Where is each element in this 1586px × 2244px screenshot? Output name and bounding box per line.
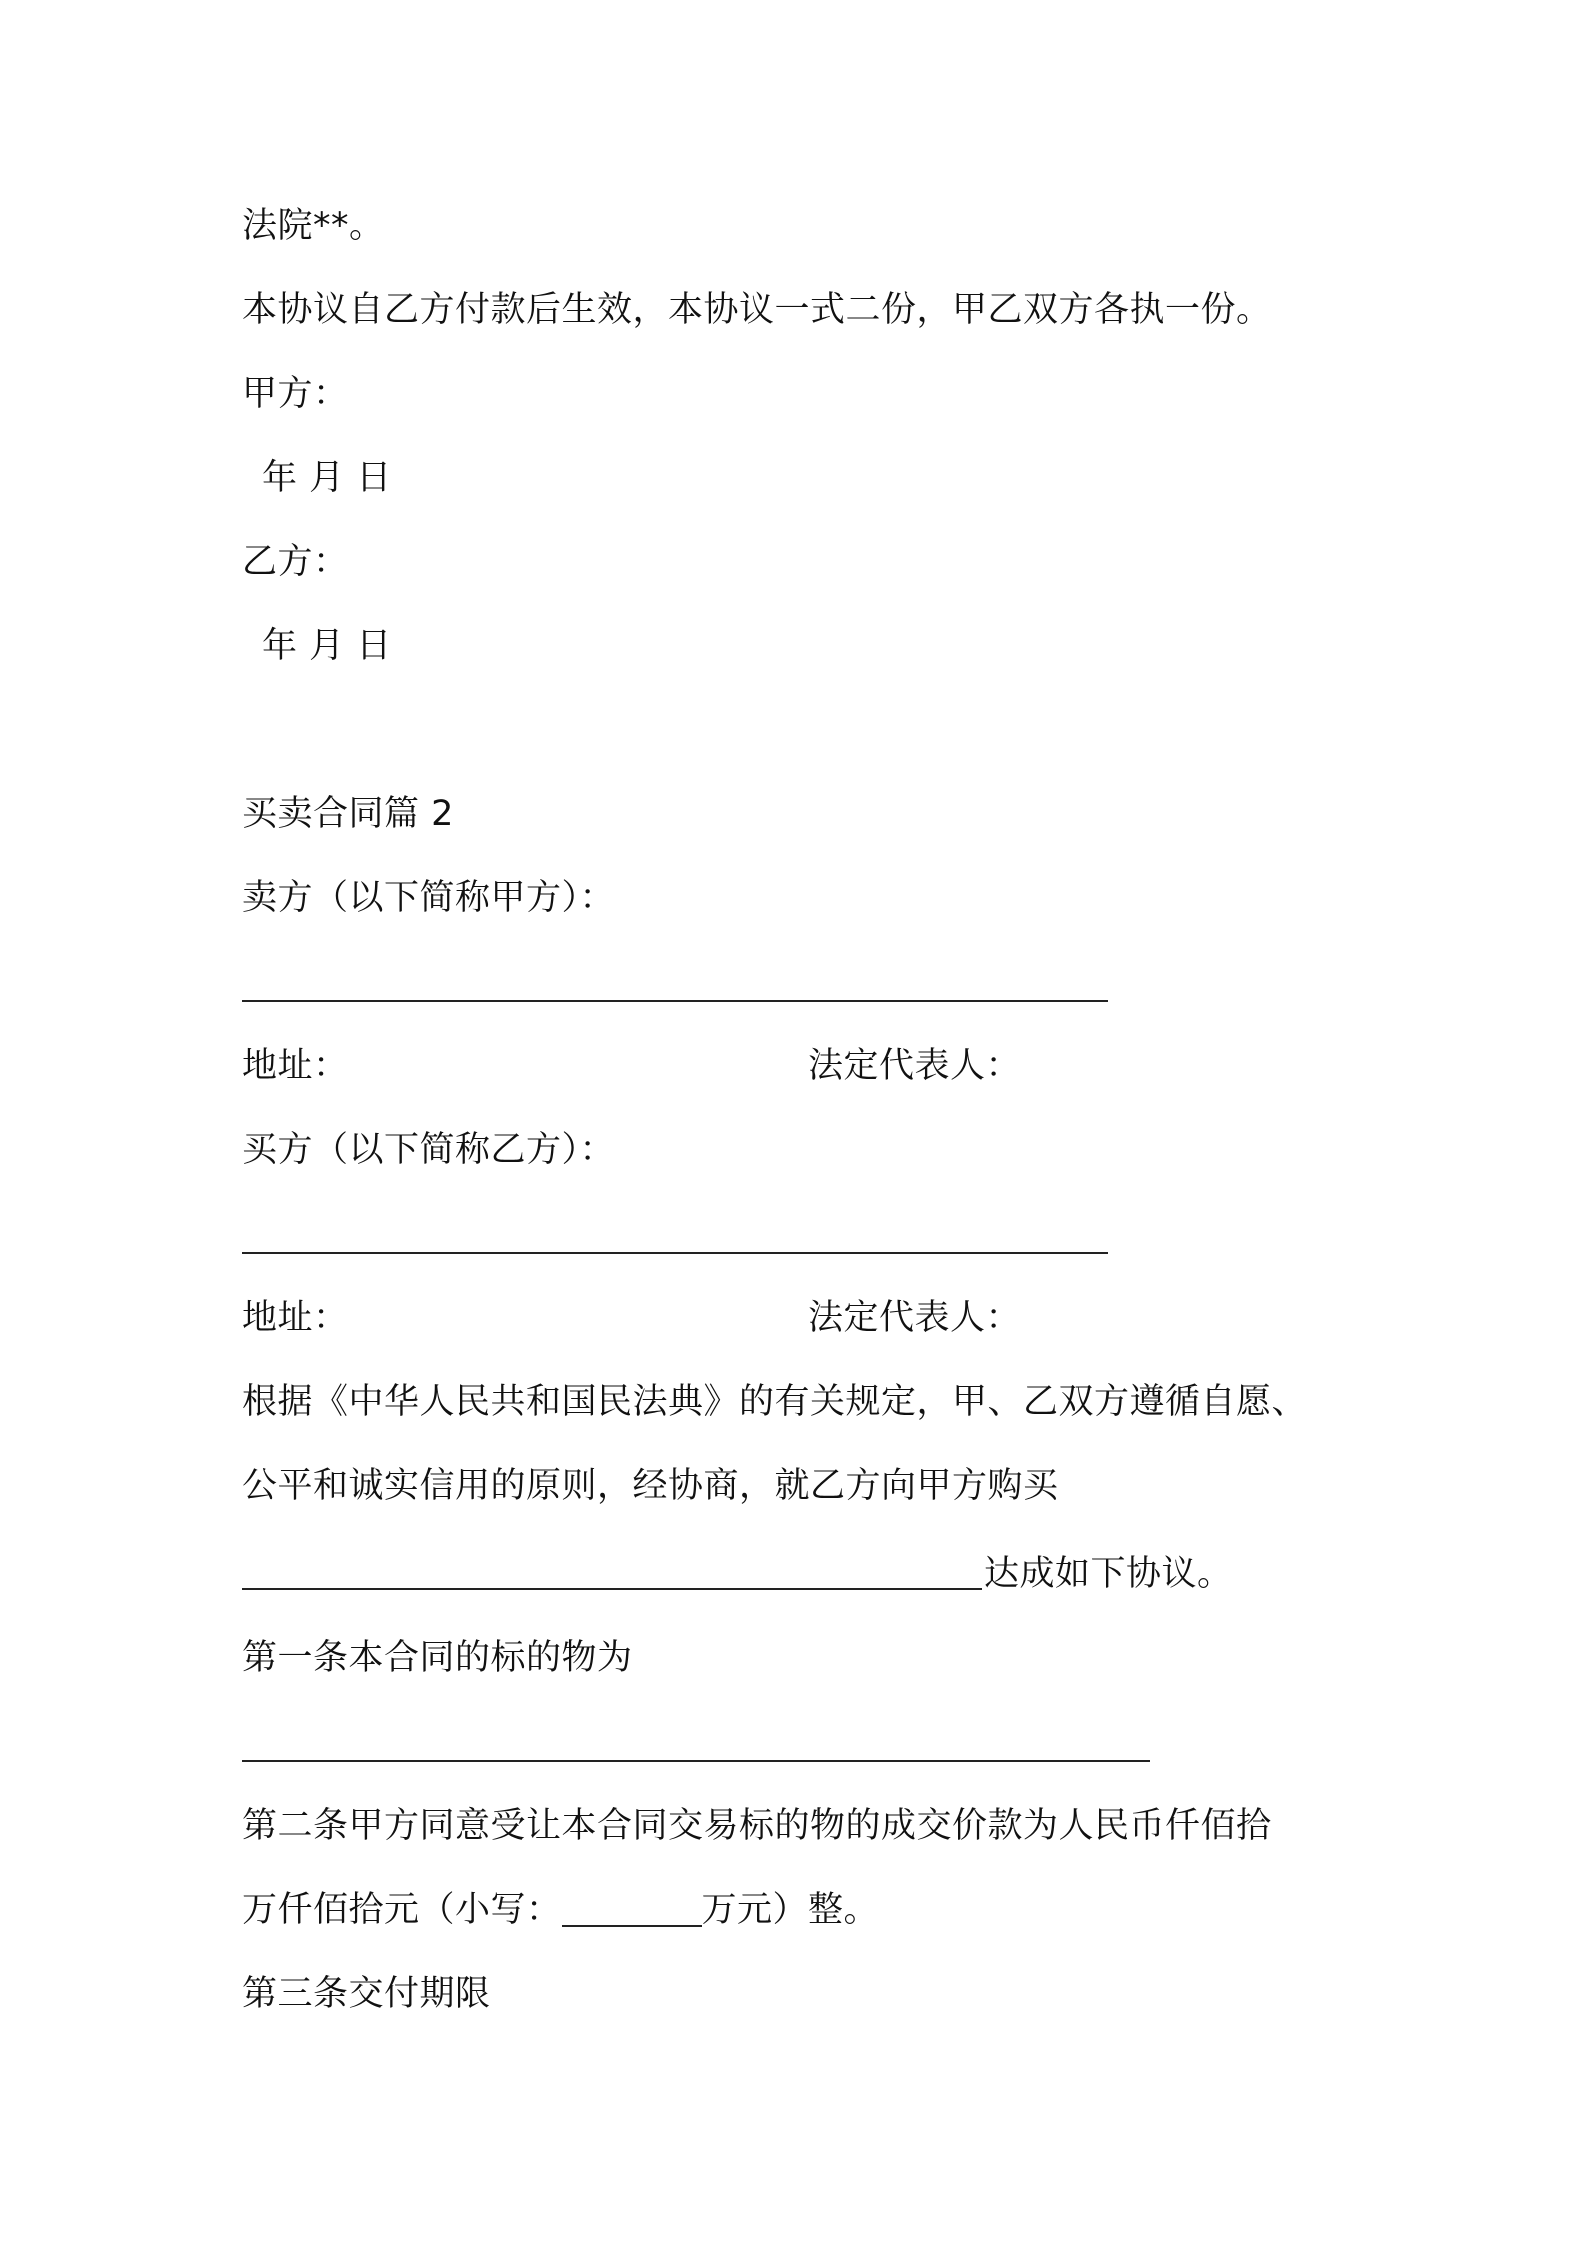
clause-title: 第二条甲方同意受让本合同交易标的物的成交价款为人民币仟佰拾 [242, 1806, 1272, 1846]
text-segment: 万元）整。 [701, 1890, 880, 1930]
fill-in-blank-line [242, 1000, 1108, 1002]
date-line: 年 月 日 [262, 458, 392, 498]
clause-title: 第三条交付期限 [242, 1974, 491, 2014]
fill-in-blank-line [242, 1588, 982, 1590]
text-line: 达成如下协议。 [984, 1554, 1233, 1594]
clause-title: 第一条本合同的标的物为 [242, 1638, 633, 1678]
seller-legal-representative-label: 法定代表人： [808, 1046, 1022, 1086]
text-line: 法院**。 [242, 206, 385, 246]
signature-party-a-label: 甲方： [242, 374, 349, 414]
text-segment: 万仟佰拾元（小写： [242, 1890, 562, 1930]
signature-party-b-label: 乙方： [242, 542, 349, 582]
buyer-address-label: 地址： [242, 1298, 349, 1338]
section-title: 买卖合同篇 2 [242, 794, 454, 834]
buyer-legal-representative-label: 法定代表人： [808, 1298, 1022, 1338]
date-line: 年 月 日 [262, 626, 392, 666]
text-line: 公平和诚实信用的原则，经协商，就乙方向甲方购买 [242, 1466, 1059, 1506]
text-line [242, 1886, 879, 1934]
fill-in-blank-line [562, 1923, 702, 1927]
buyer-label: 买方（以下简称乙方）： [242, 1130, 616, 1170]
text-line: 根据《中华人民共和国民法典》的有关规定，甲、乙双方遵循自愿、 [242, 1382, 1308, 1422]
fill-in-blank-line [242, 1252, 1108, 1254]
text-line: 本协议自乙方付款后生效，本协议一式二份，甲乙双方各执一份。 [242, 290, 1272, 330]
seller-address-label: 地址： [242, 1046, 349, 1086]
fill-in-blank-line [242, 1760, 1150, 1762]
seller-label: 卖方（以下简称甲方）： [242, 878, 616, 918]
